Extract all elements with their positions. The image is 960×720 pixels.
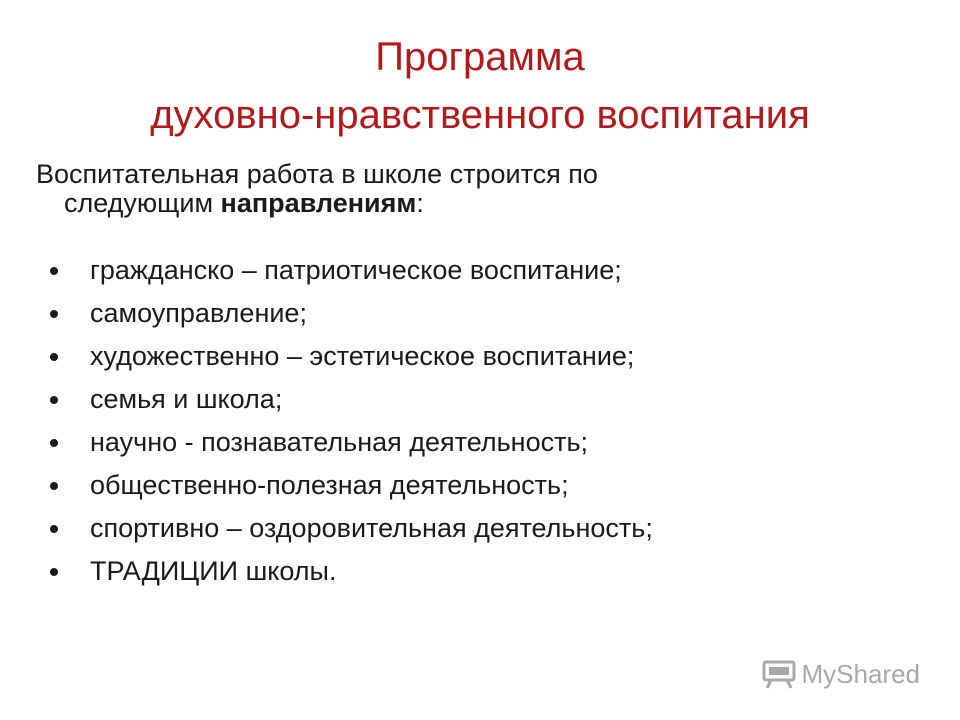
list-item: [36, 293, 916, 336]
list-item: [36, 336, 916, 379]
intro-bold-word: направлениям: [220, 188, 417, 218]
slide-title: [0, 28, 960, 144]
title-line-1: Программа: [375, 35, 585, 79]
list-item-text: семья и школа;: [90, 384, 283, 414]
list-item: [36, 465, 916, 508]
list-item: [36, 551, 916, 594]
list-item-text: спортивно – оздоровительная деятельность;: [90, 513, 653, 543]
list-item: [36, 250, 916, 293]
list-item: [36, 422, 916, 465]
list-item-text: художественно – эстетическое воспитание;: [90, 341, 635, 371]
myshared-watermark: [762, 659, 921, 690]
bullet-icon: [50, 267, 58, 275]
title-line-2: духовно-нравственного воспитания: [150, 93, 810, 137]
directions-list: [36, 250, 916, 594]
list-item: [36, 508, 916, 551]
bullet-icon: [50, 482, 58, 490]
bullet-icon: [50, 525, 58, 533]
intro-text-part1: Воспитательная работа в школе строится по: [36, 159, 598, 189]
list-item: [36, 379, 916, 422]
bullet-icon: [50, 310, 58, 318]
bullet-icon: [50, 439, 58, 447]
presentation-board-icon: [762, 660, 796, 690]
list-item-text: гражданско – патриотическое воспитание;: [90, 255, 622, 285]
intro-colon: :: [416, 188, 424, 218]
watermark-text: MyShared: [801, 659, 920, 689]
list-item-text: общественно-полезная деятельность;: [90, 470, 569, 500]
list-item-text: научно - познавательная деятельность;: [90, 427, 589, 457]
intro-paragraph: [36, 160, 916, 218]
intro-line-2: [36, 189, 916, 218]
bullet-icon: [50, 568, 58, 576]
intro-text-part2: следующим: [64, 188, 221, 218]
bullet-icon: [50, 353, 58, 361]
list-item-text: ТРАДИЦИИ школы.: [90, 556, 337, 586]
bullet-icon: [50, 396, 58, 404]
list-item-text: самоуправление;: [90, 298, 307, 328]
